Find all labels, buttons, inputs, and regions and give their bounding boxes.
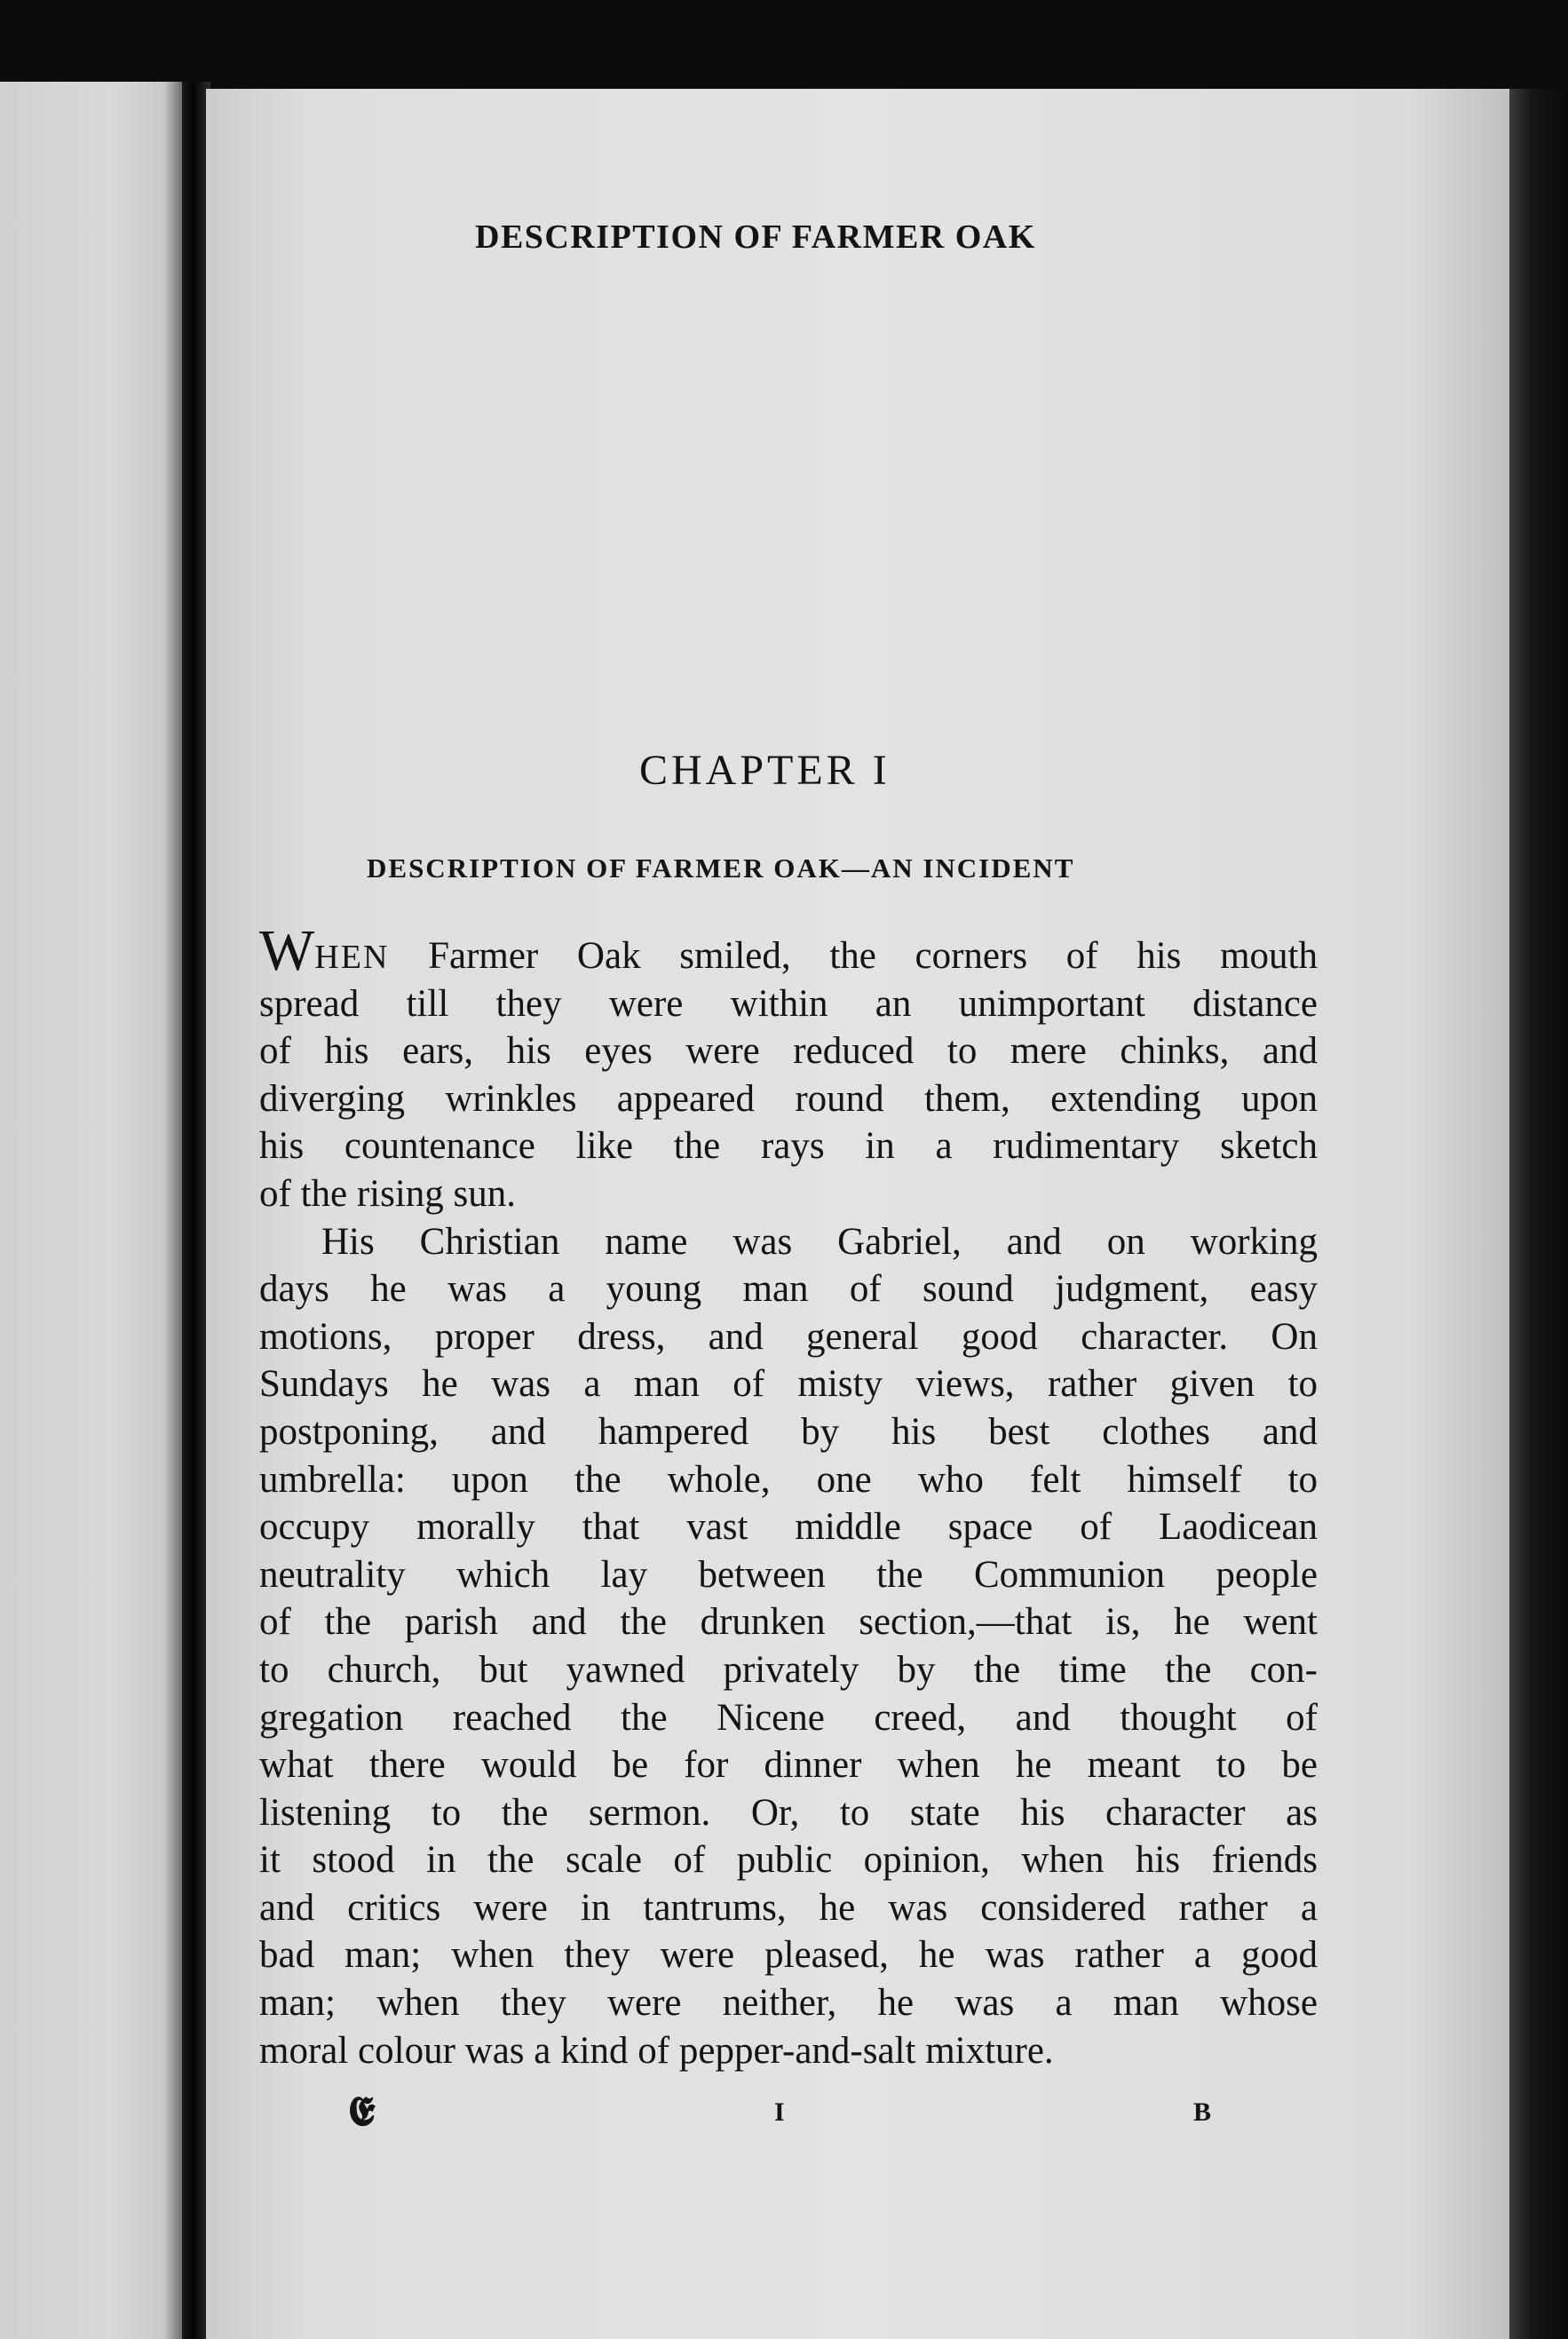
right-page-edge [1509, 89, 1568, 2339]
drop-cap: W [259, 918, 315, 983]
text-line: to church, but yawned privately by the time the con- [259, 1648, 1318, 1691]
text-line: bad man; when they were pleased, he was rather a good [259, 1934, 1318, 1977]
text-line: man; when they were neither, he was a man whose [259, 1982, 1318, 2025]
text-line: moral colour was a kind of pepper-and-salt mixture. [259, 2029, 1054, 2072]
text-line: diverging wrinkles appeared round them, extending upon [259, 1077, 1318, 1120]
left-page-edge [0, 82, 182, 2339]
text-line: Farmer Oak smiled, the corners of his mouth [389, 935, 1318, 977]
chapter-title: CHAPTER I [639, 747, 891, 794]
text-line: what there would be for dinner when he meant to be [259, 1744, 1318, 1787]
footer-mark: 𝕰 [348, 2087, 376, 2135]
text-line: neutrality which lay between the Communion people [259, 1553, 1318, 1596]
text-line: it stood in the scale of public opinion, when his friends [259, 1839, 1318, 1882]
text-line: umbrella: upon the whole, one who felt himself to [259, 1458, 1318, 1501]
paragraph-1-line-1 [259, 918, 1318, 983]
text-line: Sundays he was a man of misty views, rather given to [259, 1363, 1318, 1406]
chapter-body [259, 918, 1318, 2074]
text-line: of the parish and the drunken section,—that is, he went [259, 1601, 1318, 1644]
signature-letter: B [1193, 2097, 1212, 2127]
text-line: listening to the sermon. Or, to state his character as [259, 1791, 1318, 1834]
page-number: I [774, 2097, 785, 2127]
opening-small-caps: HEN [314, 939, 390, 976]
text-line: and critics were in tantrums, he was considered rather a [259, 1886, 1318, 1929]
text-line: his countenance like the rays in a rudimentary sketch [259, 1125, 1318, 1168]
running-head: DESCRIPTION OF FARMER OAK [475, 218, 1036, 256]
text-line: of the rising sun. [259, 1172, 517, 1215]
text-line: gregation reached the Nicene creed, and thought of [259, 1696, 1318, 1739]
text-line: postponing, and hampered by his best clothes and [259, 1410, 1318, 1453]
text-line: His Christian name was Gabriel, and on working [321, 1220, 1318, 1263]
text-line: spread till they were within an unimportant distance [259, 982, 1318, 1025]
chapter-subtitle: DESCRIPTION OF FARMER OAK—AN INCIDENT [367, 852, 1075, 884]
text-line: days he was a young man of sound judgment, easy [259, 1268, 1318, 1311]
text-line: occupy morally that vast middle space of Laodicean [259, 1506, 1318, 1549]
text-line: motions, proper dress, and general good character. On [259, 1315, 1318, 1358]
text-line: of his ears, his eyes were reduced to mere chinks, and [259, 1030, 1318, 1073]
